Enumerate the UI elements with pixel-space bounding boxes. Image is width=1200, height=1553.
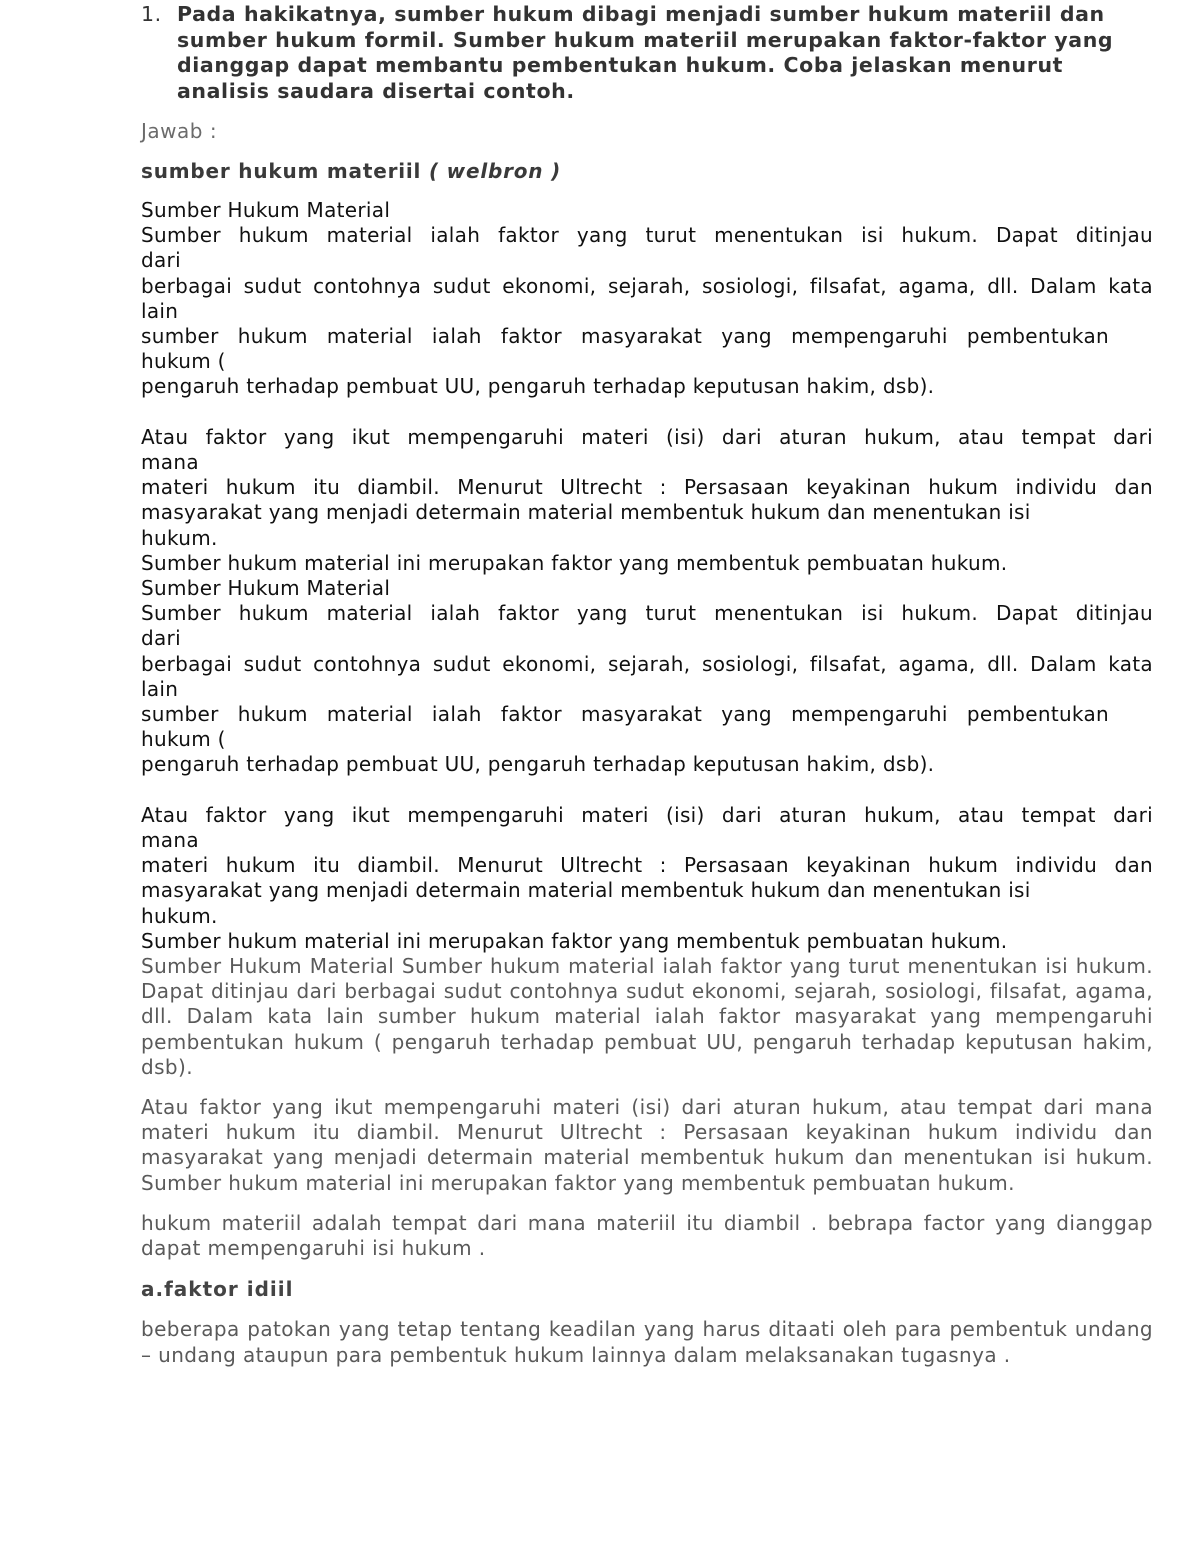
blank-line	[141, 400, 1153, 425]
text-line: masyarakat yang menjadi determain material membentuk hukum dan menentukan isi	[141, 500, 1031, 525]
block-title: Sumber Hukum Material	[141, 576, 391, 601]
text-line: hukum (	[141, 349, 226, 374]
text-line: dari	[141, 248, 181, 273]
document-page	[141, 0, 1153, 1368]
text-line: berbagai sudut contohnya sudut ekonomi, sejarah, sosiologi, filsafat, agama, dll. Dalam kata	[141, 273, 1153, 298]
paragraph: Sumber Hukum Material Sumber hukum material ialah faktor yang turut menentukan isi hukum. Dapat ditinjau dari berbagai sudut contohnya sudut ekonomi, sejarah, sosiologi, filsafat, agama, dll. Dalam kata lain sumber hukum material ialah faktor masyarakat yang mempengaruhi pembentukan hukum ( pengaruh terhadap pembuat UU, pengaruh terhadap keputusan hakim, dsb).	[141, 954, 1153, 1079]
text-line: Sumber hukum material ini merupakan faktor yang membentuk pembuatan hukum.	[141, 928, 1008, 953]
paragraph: Atau faktor yang ikut mempengaruhi materi (isi) dari aturan hukum, atau tempat dari mana materi hukum itu diambil. Menurut Ultrecht : Persasaan keyakinan hukum individu dan masyarakat yang menjadi determain material membentuk hukum dan menentukan isi hukum. Sumber hukum material ini merupakan faktor yang membentuk pembuatan hukum.	[141, 1095, 1153, 1195]
text-line: hukum (	[141, 727, 226, 752]
paragraph: hukum materiil adalah tempat dari mana materiil itu diambil . bebrapa factor yang dianggap dapat mempengaruhi isi hukum .	[141, 1210, 1153, 1261]
text-line: berbagai sudut contohnya sudut ekonomi, sejarah, sosiologi, filsafat, agama, dll. Dalam kata	[141, 651, 1153, 676]
text-line: Sumber hukum material ialah faktor yang turut menentukan isi hukum. Dapat ditinjau	[141, 223, 1153, 248]
text-line: mana	[141, 828, 199, 853]
faktor-heading: a.faktor idiil	[141, 1277, 294, 1302]
text-line: dari	[141, 626, 181, 651]
question-text: Pada hakikatnya, sumber hukum dibagi menjadi sumber hukum materiil dan sumber hukum formil. Sumber hukum materiil merupakan faktor-faktor yang dianggap dapat membantu pembentukan hukum. Coba jelaskan menurut analisis saudara disertai contoh.	[177, 2, 1114, 103]
text-line: pengaruh terhadap pembuat UU, pengaruh terhadap keputusan hakim, dsb).	[141, 752, 935, 777]
text-line: hukum.	[141, 903, 218, 928]
text-line: Atau faktor yang ikut mempengaruhi materi (isi) dari aturan hukum, atau tempat dari	[141, 424, 1153, 449]
text-block-2	[141, 576, 1153, 954]
text-line: sumber hukum material ialah faktor masyarakat yang mempengaruhi pembentukan	[141, 702, 1109, 727]
question-item	[141, 2, 1153, 104]
text-line: sumber hukum material ialah faktor masyarakat yang mempengaruhi pembentukan	[141, 324, 1109, 349]
text-line: materi hukum itu diambil. Menurut Ultrecht : Persasaan keyakinan hukum individu dan	[141, 853, 1153, 878]
section-heading	[141, 158, 1153, 184]
paragraph: beberapa patokan yang tetap tentang keadilan yang harus ditaati oleh para pembentuk undang – undang ataupun para pembentuk hukum lainnya dalam melaksanakan tugasnya .	[141, 1317, 1153, 1367]
text-line: mana	[141, 450, 199, 475]
section-heading-main: sumber hukum materiil	[141, 159, 422, 183]
text-line: masyarakat yang menjadi determain material membentuk hukum dan menentukan isi	[141, 878, 1031, 903]
block-title: Sumber Hukum Material	[141, 198, 391, 222]
text-line: Atau faktor yang ikut mempengaruhi materi (isi) dari aturan hukum, atau tempat dari	[141, 802, 1153, 827]
text-line: Sumber hukum material ialah faktor yang turut menentukan isi hukum. Dapat ditinjau	[141, 601, 1153, 626]
faktor-section	[141, 1317, 1153, 1367]
text-block-1	[141, 198, 1153, 576]
answer-label: Jawab :	[141, 119, 218, 143]
text-line: pengaruh terhadap pembuat UU, pengaruh terhadap keputusan hakim, dsb).	[141, 374, 935, 399]
text-line: lain	[141, 676, 179, 701]
text-line: materi hukum itu diambil. Menurut Ultrecht : Persasaan keyakinan hukum individu dan	[141, 475, 1153, 500]
text-line: lain	[141, 298, 179, 323]
section-heading-aside: ( welbron )	[428, 159, 562, 183]
text-line: hukum.	[141, 525, 218, 550]
blank-line	[141, 778, 1153, 803]
grey-section	[141, 954, 1153, 1261]
text-line: Sumber hukum material ini merupakan faktor yang membentuk pembuatan hukum.	[141, 550, 1008, 575]
question-number: 1.	[141, 2, 162, 26]
